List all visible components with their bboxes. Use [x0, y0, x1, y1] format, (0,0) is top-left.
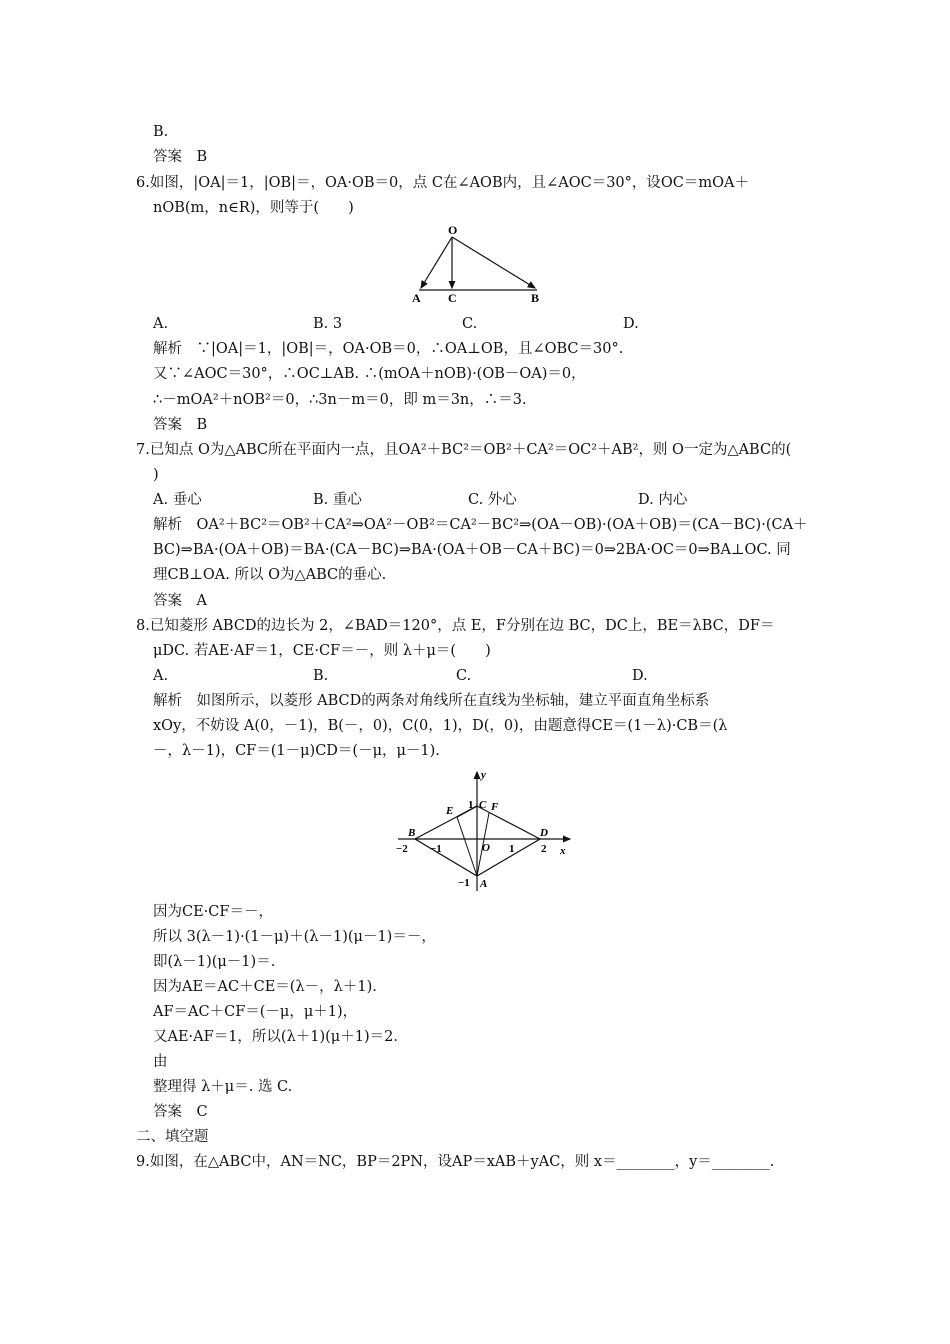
q8-solution-line3: 即(λ－1)(μ－1)＝.: [153, 954, 276, 970]
q8-answer: 答案 C: [153, 1104, 208, 1120]
label-f: F: [491, 801, 499, 813]
q8-solution-line8: 整理得 λ＋μ＝. 选 C.: [153, 1079, 293, 1095]
q6-analysis-line3: ∴－mOA²＋nOB²＝0，∴3n－m＝0，即 m＝3n，∴＝3.: [153, 392, 527, 408]
q7-analysis-line3: 理CB⊥OA. 所以 O为△ABC的垂心.: [153, 567, 387, 583]
label-o: O: [448, 223, 458, 237]
label-c: C: [448, 291, 457, 305]
tick-y-1: 1: [468, 799, 474, 811]
q8-option-a: A.: [153, 668, 169, 684]
tick-x-2: 2: [541, 843, 547, 855]
q5-option-b: B.: [153, 124, 169, 140]
tick-x-minus2: −2: [396, 843, 408, 855]
label-e: E: [446, 805, 454, 817]
q7-analysis-line2: BC)⇒BA·(OA＋OB)＝BA·(CA－BC)⇒BA·(OA＋OB－CA＋BC)＝0⇒2BA·OC＝0⇒BA⊥OC. 同: [153, 542, 791, 558]
q7-option-c: C. 外心: [468, 492, 517, 508]
segment-ce: [457, 806, 477, 817]
q7-answer: 答案 A: [153, 593, 207, 609]
q7-option-d: D. 内心: [638, 492, 688, 508]
q6-answer: 答案 B: [153, 417, 208, 433]
q5-answer: 答案 B: [153, 149, 208, 165]
segment-oa: [421, 237, 452, 288]
q7-option-b: B. 重心: [313, 492, 362, 508]
label-o: O: [482, 842, 490, 854]
label-y: y: [481, 769, 486, 781]
q6-stem-line1: 6.如图，|OA|＝1，|OB|＝，OA·OB＝0，点 C在∠AOB内，且∠AOC＝30°，设OC＝mOA＋: [136, 175, 749, 191]
label-b: B: [531, 291, 540, 305]
q8-option-c: C.: [456, 668, 472, 684]
q7-option-a: A. 垂心: [153, 492, 202, 508]
q8-solution-line5: AF＝AC＋CF＝(－μ，μ＋1)，: [153, 1004, 358, 1020]
q6-option-c: C.: [462, 316, 478, 332]
tick-x-minus1: −1: [430, 843, 442, 855]
q8-option-d: D.: [632, 668, 648, 684]
q6-stem-line2: nOB(m，n∈R)，则等于( ): [153, 200, 354, 216]
label-b: B: [408, 827, 416, 839]
q8-solution-line1: 因为CE·CF＝－，: [153, 904, 273, 920]
tick-y-minus1: −1: [458, 877, 470, 889]
q8-solution-line7: 由: [153, 1054, 168, 1070]
segment-ob: [452, 237, 535, 288]
q6-option-b: B. 3: [313, 316, 343, 332]
q7-stem-line2: ): [153, 467, 159, 483]
q8-solution-line2: 所以 3(λ－1)·(1－μ)＋(λ－1)(μ－1)＝－，: [153, 929, 436, 945]
q7-stem-line1: 7.已知点 O为△ABC所在平面内一点，且OA²＋BC²＝OB²＋CA²＝OC²＋AB²，则 O一定为△ABC的(: [136, 442, 792, 458]
tick-x-1: 1: [509, 843, 515, 855]
q8-analysis-line2: xOy，不妨设 A(0，－1)，B(－，0)，C(0，1)，D(，0)，由题意得CE＝(1－λ)·CB＝(λ: [153, 718, 728, 734]
q6-triangle-figure: [405, 222, 555, 308]
q8-stem-line1: 8.已知菱形 ABCD的边长为 2，∠BAD＝120°，点 E，F分别在边 BC，DC上，BE＝λBC，DF＝: [136, 618, 775, 634]
label-c: C: [479, 799, 487, 811]
q8-solution-line4: 因为AE＝AC＋CE＝(λ－，λ＋1).: [153, 979, 377, 995]
q8-option-b: B.: [313, 668, 329, 684]
q8-analysis-line3: －，λ－1)，CF＝(1－μ)CD＝(－μ，μ－1).: [153, 743, 440, 759]
q6-analysis-line1: 解析 ∵|OA|＝1，|OB|＝，OA·OB＝0，∴OA⊥OB，且∠OBC＝30°.: [153, 341, 624, 357]
q9-stem: 9.如图，在△ABC中，AN＝NC，BP＝2PN，设AP＝xAB＋yAC，则 x＝________，y＝________.: [136, 1154, 775, 1170]
q6-option-a: A.: [153, 316, 169, 332]
q7-analysis-line1: 解析 OA²＋BC²＝OB²＋CA²⇒OA²－OB²＝CA²－BC²⇒(OA－OB)·(OA＋OB)＝(CA－BC)·(CA＋: [153, 517, 808, 533]
segment-ae: [457, 817, 477, 876]
q6-option-d: D.: [623, 316, 639, 332]
q8-stem-line2: μDC. 若AE·AF＝1，CE·CF＝－，则 λ＋μ＝( ): [153, 643, 491, 659]
label-a: A: [480, 878, 488, 890]
q8-solution-line6: 又AE·AF＝1，所以(λ＋1)(μ＋1)＝2.: [153, 1029, 398, 1045]
label-d: D: [540, 827, 548, 839]
section-heading-fill-in: 二、填空题: [136, 1129, 209, 1145]
q8-analysis-line1: 解析 如图所示，以菱形 ABCD的两条对角线所在直线为坐标轴，建立平面直角坐标系: [153, 693, 710, 709]
label-a: A: [412, 291, 421, 305]
q8-rhombus-figure: [390, 766, 580, 896]
label-x: x: [560, 845, 566, 857]
q6-analysis-line2: 又∵∠AOC＝30°，∴OC⊥AB. ∴(mOA＋nOB)·(OB－OA)＝0，: [153, 366, 586, 382]
